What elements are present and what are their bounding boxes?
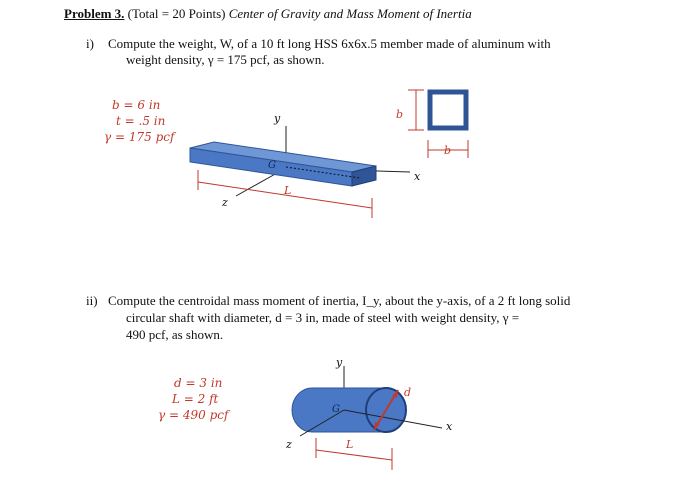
part1-label: i) — [86, 36, 94, 51]
part1-b-vertical-label: b — [396, 108, 404, 121]
part2-x-label: x — [446, 420, 453, 433]
part1-x-label: x — [414, 170, 421, 183]
part1-b-horizontal-label: b — [444, 144, 452, 157]
problem-number: Problem 3. — [64, 6, 125, 21]
part2-dim-L-line — [316, 450, 392, 460]
part1-given-b: b = 6 in — [112, 98, 161, 112]
part1-z-label: z — [222, 196, 228, 209]
part2-line1: Compute the centroidal mass moment of inertia, I_y, about the y-axis, of a 2 ft long solid — [108, 293, 571, 308]
part2-given-d: d = 3 in — [174, 376, 223, 390]
part2-centroid-label: G — [332, 404, 340, 415]
part1-line1: Compute the weight, W, of a 10 ft long HSS 6x6x.5 member made of aluminum with — [108, 36, 551, 51]
part1-line2: weight density, γ = 175 pcf, as shown. — [126, 52, 325, 67]
part2-given-gamma: γ = 490 pcf — [158, 408, 229, 422]
problem-points: (Total = 20 Points) — [127, 6, 226, 21]
problem-topic: Center of Gravity and Mass Moment of Inertia — [228, 6, 472, 21]
part1-y-label: y — [274, 112, 281, 125]
part2-line3: 490 pcf, as shown. — [126, 327, 224, 342]
part2-line2: circular shaft with diameter, d = 3 in, made of steel with weight density, γ = — [126, 310, 520, 325]
part2-z-label: z — [286, 438, 292, 451]
part1-length-label: L — [284, 184, 292, 197]
part2-y-label: y — [336, 356, 343, 369]
part2-length-label: L — [346, 438, 354, 451]
part2-diameter-label: d — [404, 386, 412, 399]
part2-label: ii) — [86, 293, 98, 308]
part1-centroid-label: G — [268, 160, 276, 171]
part1-given-gamma: γ = 175 pcf — [104, 130, 175, 144]
part2-given-L: L = 2 ft — [172, 392, 219, 406]
part1-given-t: t = .5 in — [116, 114, 166, 128]
